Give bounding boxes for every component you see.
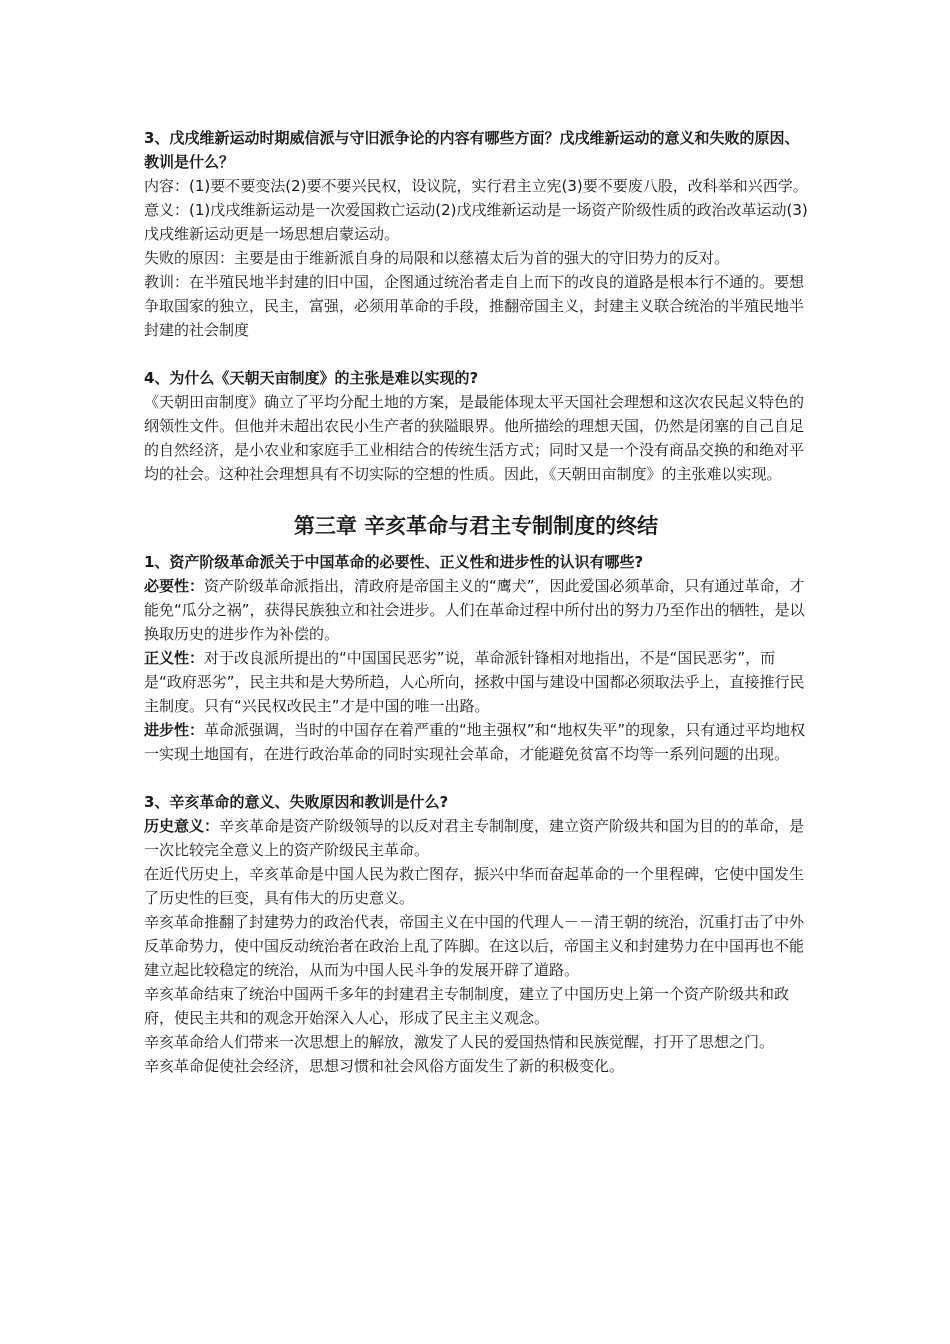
paragraph: 辛亥革命给人们带来一次思想上的解放，激发了人民的爱国热情和民族觉醒，打开了思想之门。 (144, 1033, 775, 1051)
paragraph (144, 814, 808, 862)
paragraph: 在近代历史上，辛亥革命是中国人民为救亡图存，振兴中华而奋起革命的一个里程碑，它使中国发生了历史性的巨变，具有伟大的历史意义。 (144, 865, 805, 907)
paragraph (144, 574, 808, 646)
paragraph: 意义：(1)戊戌维新运动是一次爱国救亡运动(2)戊戌维新运动是一场资产阶级性质的政治改革运动(3)戊戌维新运动更是一场思想启蒙运动。 (144, 201, 808, 243)
paragraph (144, 718, 808, 766)
question-heading: 3、戊戌维新运动时期威信派与守旧派争论的内容有哪些方面？戊戌维新运动的意义和失败的原因、教训是什么？ (144, 129, 800, 171)
term-label: 进步性： (144, 721, 205, 739)
question-heading: 3、辛亥革命的意义、失败原因和教训是什么? (144, 793, 449, 811)
paragraph: 教训：在半殖民地半封建的旧中国，企图通过统治者走自上而下的改良的道路是根本行不通的。要想争取国家的独立，民主，富强，必须用革命的手段，推翻帝国主义，封建主义联合统治的半殖民地半封建的社会制度 (144, 273, 805, 339)
question-heading: 1、资产阶级革命派关于中国革命的必要性、正义性和进步性的认识有哪些? (144, 553, 644, 571)
paragraph (144, 646, 808, 718)
term-label: 必要性： (144, 577, 205, 595)
paragraph: 辛亥革命结束了统治中国两千多年的封建君主专制制度，建立了中国历史上第一个资产阶级共和政府，使民主共和的观念开始深入人心，形成了民主主义观念。 (144, 985, 790, 1027)
paragraph: 失败的原因：主要是由于维新派自身的局限和以慈禧太后为首的强大的守旧势力的反对。 (144, 249, 730, 267)
spacer (144, 766, 808, 790)
paragraph: 辛亥革命推翻了封建势力的政治代表，帝国主义在中国的代理人－－清王朝的统治，沉重打击了中外反革命势力，使中国反动统治者在政治上乱了阵脚。在这以后，帝国主义和封建势力在中国再也不能建立起比较稳定的统治，从而为中国人民斗争的发展开辟了道路。 (144, 913, 805, 979)
chapter-title: 第三章 辛亥革命与君主专制制度的终结 (293, 514, 659, 538)
term-text: 资产阶级革命派指出，清政府是帝国主义的“鹰犬”，因此爱国必须革命，只有通过革命，才能免“瓜分之祸”，获得民族独立和社会进步。人们在革命过程中所付出的努力乃至作出的牺牲，是以换取历史的进步作为补偿的。 (144, 577, 805, 643)
term-text: 对于改良派所提出的“中国国民恶劣”说，革命派针锋相对地指出，不是“国民恶劣”，而是“政府恶劣”，民主共和是大势所趋，人心所向，拯救中国与建设中国都必须取法乎上，直接推行民主制度。只有“兴民权改民主”才是中国的唯一出路。 (144, 649, 805, 715)
term-label: 历史意义： (144, 817, 220, 835)
paragraph: 辛亥革命促使社会经济，思想习惯和社会风俗方面发生了新的积极变化。 (144, 1057, 625, 1075)
paragraph: 《天朝田亩制度》确立了平均分配土地的方案，是最能体现太平天国社会理想和这次农民起义特色的纲领性文件。但他并未超出农民小生产者的狭隘眼界。他所描绘的理想天国，仍然是闭塞的自己自足的自然经济，是小农业和家庭手工业相结合的传统生活方式；同时又是一个没有商品交换的和绝对平均的社会。这种社会理想具有不切实际的空想的性质。因此，《天朝田亩制度》的主张难以实现。 (144, 393, 805, 483)
question-heading: 4、为什么《天朝天亩制度》的主张是难以实现的? (144, 369, 479, 387)
term-text: 辛亥革命是资产阶级领导的以反对君主专制制度，建立资产阶级共和国为目的的革命，是一次比较完全意义上的资产阶级民主革命。 (144, 817, 805, 859)
paragraph: 内容：(1)要不要变法(2)要不要兴民权，设议院，实行君主立宪(3)要不要废八股，改科举和兴西学。 (144, 177, 808, 195)
term-label: 正义性： (144, 649, 205, 667)
spacer (144, 342, 808, 366)
page-content (144, 126, 808, 1078)
term-text: 革命派强调，当时的中国存在着严重的“地主强权”和“地权失平”的现象，只有通过平均地权一实现土地国有，在进行政治革命的同时实现社会革命，才能避免贫富不均等一系列问题的出现。 (144, 721, 806, 763)
